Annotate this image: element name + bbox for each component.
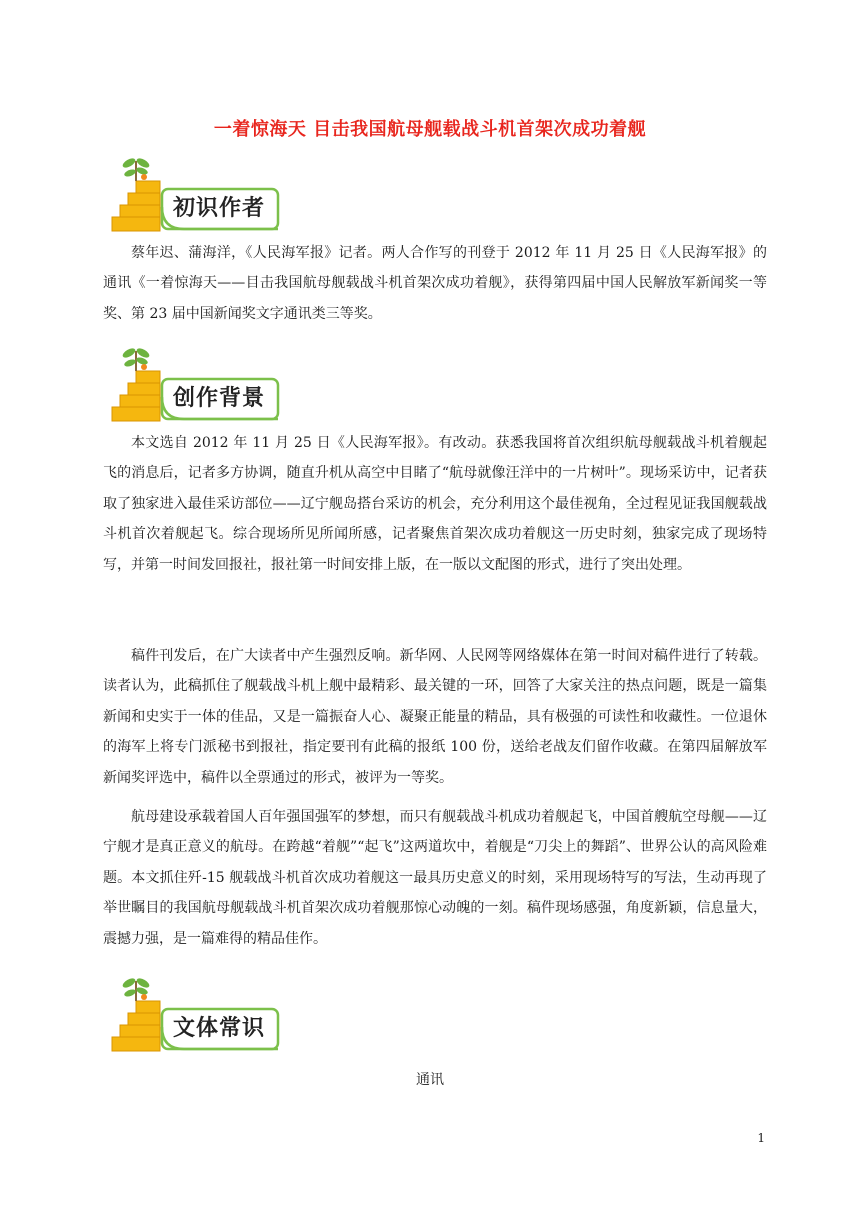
section-label-author: 初识作者	[172, 196, 265, 221]
background-paragraph-2: 稿件刊发后，在广大读者中产生强烈反响。新华网、人民网等网络媒体在第一时间对稿件进行了转载。读者认为，此稿抓住了舰载战斗机上舰中最精彩、最关键的一环，回答了大家关注的热点问题，既是一篇集新闻和史实于一体的佳品，又是一篇振奋人心、凝聚正能量的精品，具有极强的可读性和收藏性。一位退休的海军上将专门派秘书到报社，指定要刊有此稿的报纸 100 份，送给老战友们留作收藏。在第四届解放军新闻奖评选中，稿件以全票通过的形式，被评为一等奖。	[103, 648, 767, 786]
section-header-background	[106, 345, 286, 427]
section-label-background: 创作背景	[172, 386, 265, 411]
document-title: 一着惊海天 目击我国航母舰载战斗机首架次成功着舰	[213, 119, 647, 140]
page-number: 1	[757, 1131, 765, 1145]
background-paragraph-3: 航母建设承载着国人百年强国强军的梦想，而只有舰载战斗机成功着舰起飞，中国首艘航空母舰——辽宁舰才是真正意义的航母。在跨越“着舰”“起飞”这两道坎中，着舰是“刀尖上的舞蹈”、世界公认的高风险难题。本文抓住歼-15 舰载战斗机首次成功着舰这一最具历史意义的时刻，采用现场特写的写法，生动再现了举世瞩目的我国航母舰载战斗机首架次成功着舰那惊心动魄的一刻。稿件现场感强，角度新颖，信息量大，震撼力强，是一篇难得的精品佳作。	[103, 809, 767, 947]
author-paragraph: 蔡年迟、蒲海洋，《人民海军报》记者。两人合作写的刊登于 2012 年 11 月 25 日《人民海军报》的通讯《一着惊海天——目击我国航母舰载战斗机首架次成功着舰》，获得第四届中国人民解放军新闻奖一等奖、第 23 届中国新闻奖文字通讯类三等奖。	[103, 245, 767, 322]
genre-text: 通讯	[416, 1072, 444, 1088]
section-header-author	[106, 155, 286, 237]
section-header-genre	[106, 975, 286, 1057]
section-label-genre: 文体常识	[172, 1016, 265, 1041]
background-paragraph-1: 本文选自 2012 年 11 月 25 日《人民海军报》。有改动。获悉我国将首次组织航母舰载战斗机着舰起飞的消息后，记者多方协调，随直升机从高空中目睹了“航母就像汪洋中的一片树叶”。现场采访中，记者获取了独家进入最佳采访部位——辽宁舰岛搭台采访的机会，充分利用这个最佳视角，全过程见证我国舰载战斗机首次着舰起飞。综合现场所见所闻所感，记者聚焦首架次成功着舰这一历史时刻，独家完成了现场特写，并第一时间发回报社，报社第一时间安排上版，在一版以文配图的形式，进行了突出处理。	[103, 435, 767, 573]
